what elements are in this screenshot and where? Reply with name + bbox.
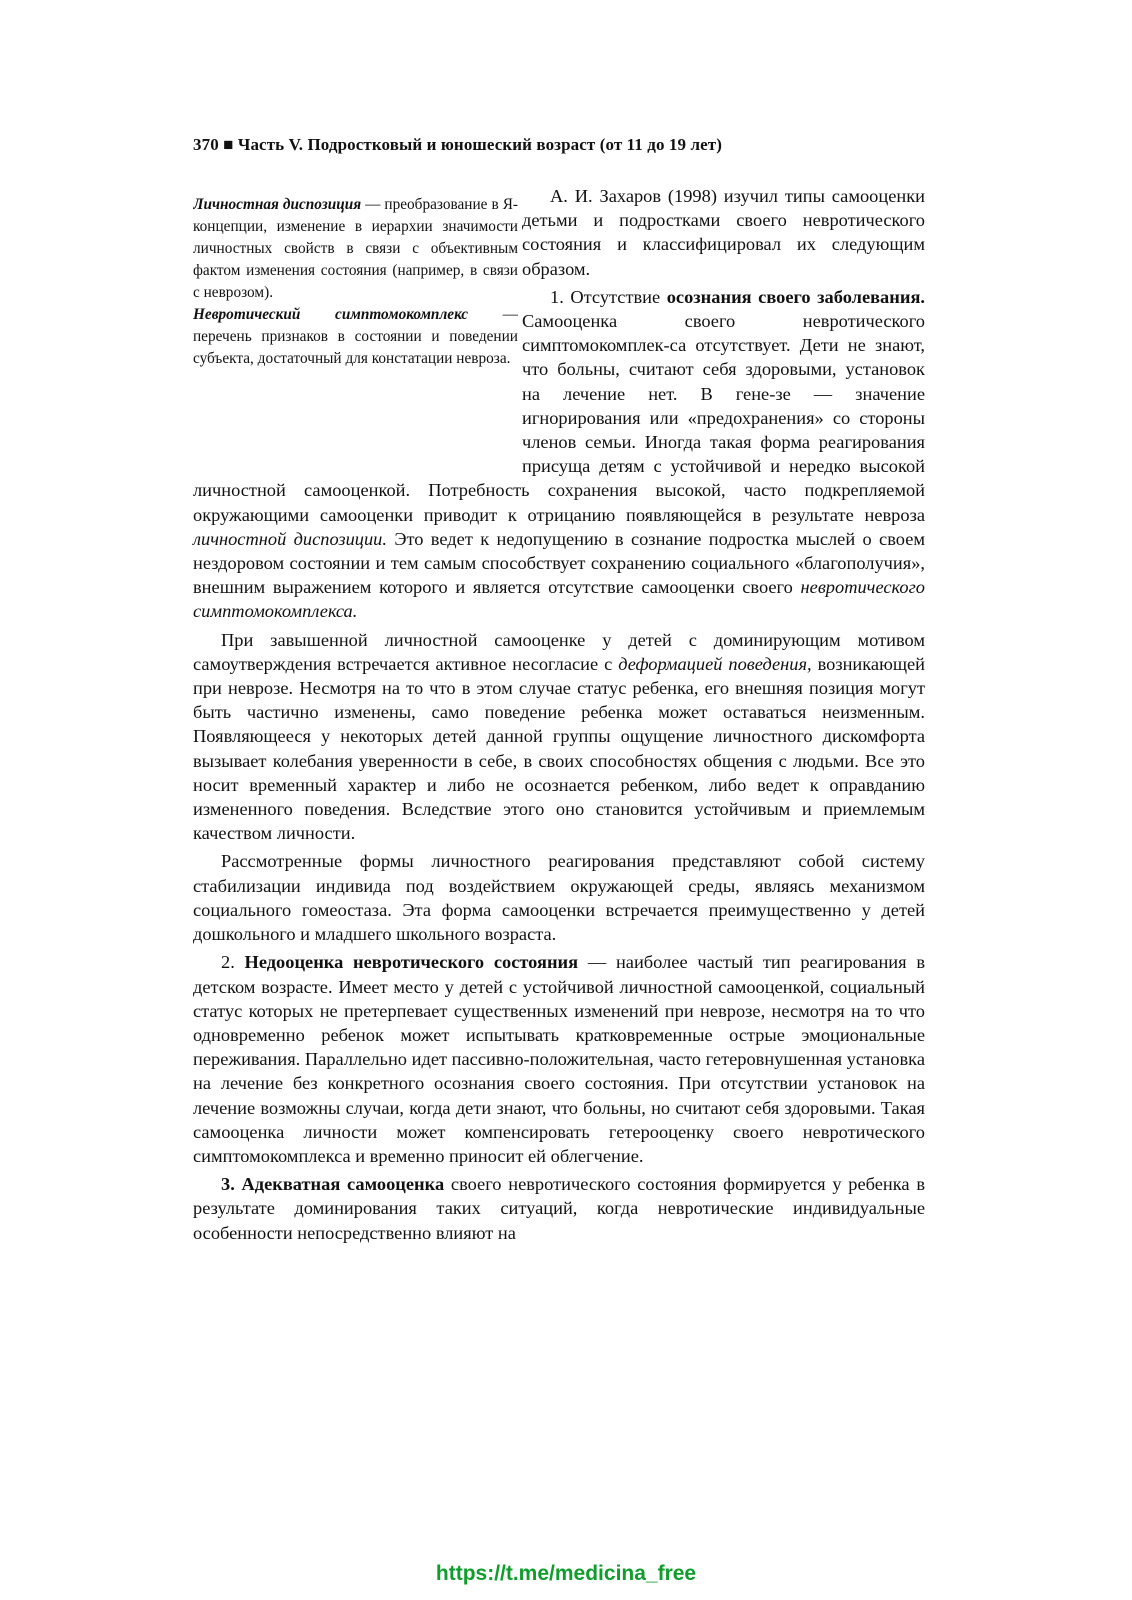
glossary-term: Невротический симптомокомплекс (193, 306, 469, 323)
bold-phrase: Недооценка невротического состояния (244, 952, 579, 973)
italic-term: невротического симптомокомплекса. (193, 577, 925, 622)
text-run: При завышенной личностной самооценке у детей с доминирующим мотивом самоутверждения встречается активное несогласие с (193, 629, 925, 674)
paragraph-intro: А. И. Захаров (1998) изучил типы самооценки детьми и подростками своего невротического состояния и классифицировал их следующим образом. (522, 186, 925, 279)
list-number: 2. (221, 952, 245, 973)
glossary-entry-2 (193, 304, 518, 370)
bold-phrase: осознания своего заболевания. (666, 286, 925, 307)
list-number: 1. Отсутствие (550, 286, 667, 307)
paragraph-inflated-self-esteem (193, 628, 925, 846)
paragraph-forms-summary: Рассмотренные формы личностного реагирования представляют собой систему стабилизации индивида под воздействием окружающей среды, являясь механизмом социального гомеостаза. Эта форма самооценки встречается преимущественно у детей дошкольного и младшего школьного возраста. (193, 851, 925, 945)
text-run: Это ведет к недопущению в сознание подростка мыслей о своем нездоровом состоянии и тем самым способствует сохранению социального «благополучия», внешним выражением которого и является отсутствие самооценки своего (193, 528, 925, 598)
text-run: Самооценка своего невротического симптомокомплек-са отсутствует. Дети не знают, что больны, считают себя здоровыми, установок на лечение нет. В гене-зе — значение игнорирования или «предохранения» со стороны членов семьи. Иногда такая форма реагирования присуща детям с устойчивой и нередко высокой личностной самооценкой. Потребность сохранения высокой, часто подкрепляемой окружающими самооценки приводит к отрицанию появляющейся в результате невроза (193, 311, 925, 525)
text-run: возникающей при неврозе. Несмотря на то что в этом случае статус ребенка, его внешняя позиция могут быть частично изменены, само поведение ребенка может оставаться неизменным. Появляющееся у некоторых детей данной группы ощущение личностного дискомфорта вызывает колебания уверенности в себе, в своих способностях общения с людьми. Все это носит временный характер и либо не осознается ребенком, либо ведет к оправданию измененного поведения. Вследствие этого оно становится устойчивым и приемлемым качеством личности. (193, 653, 925, 844)
italic-term: деформацией поведения, (618, 653, 812, 674)
text-run: своего невротического состояния формируется у ребенка в результате доминирования таких ситуаций, когда невротические индивидуальные особенности непосредственно влияют на (193, 1174, 925, 1243)
telegram-link[interactable]: https://t.me/medicina_free (435, 1562, 697, 1585)
glossary-entry-1 (193, 194, 518, 304)
text-run: — наиболее частый тип реагирования в детском возрасте. Имеет место у детей с устойчивой личностной самооценкой, социальный статус которых не претерпевает существенных изменений при неврозе, несмотря на то что одновременно ребенок может испытывать кратковременные острые эмоциональные переживания. Параллельно идет пассивно-положительная, часто гетеровнушенная установка на лечение без конкретного осознания своего состояния. При отсутствии установок на лечение возможны случаи, когда дети знают, что больны, но считают себя здоровыми. Такая самооценка личности может компенсировать гетерооценку своего невротического симптомокомплекса и временно приносит ей облегчение. (193, 952, 926, 1166)
bold-phrase: 3. Адекватная самооценка (221, 1174, 445, 1195)
glossary-definition: — перечень признаков в состоянии и поведении субъекта, достаточный для констатации невроза. (193, 306, 518, 367)
book-page (193, 0, 925, 1600)
paragraph-type-3 (193, 1172, 925, 1245)
glossary-definition: — преобразование в Я-концепции, изменение в иерархии значимости личностных свойств в связи с объективным фактом изменения состояния (например, в связи с неврозом). (193, 196, 518, 301)
running-header: 370 ■ Часть V. Подростковый и юношеский возраст (от 11 до 19 лет) (193, 135, 722, 154)
italic-term: личностной диспозиции. (193, 528, 387, 549)
body-text (193, 184, 925, 1245)
glossary-sidebar (193, 184, 518, 464)
paragraph-type-2 (193, 950, 925, 1168)
glossary-term: Личностная диспозиция (193, 196, 362, 213)
